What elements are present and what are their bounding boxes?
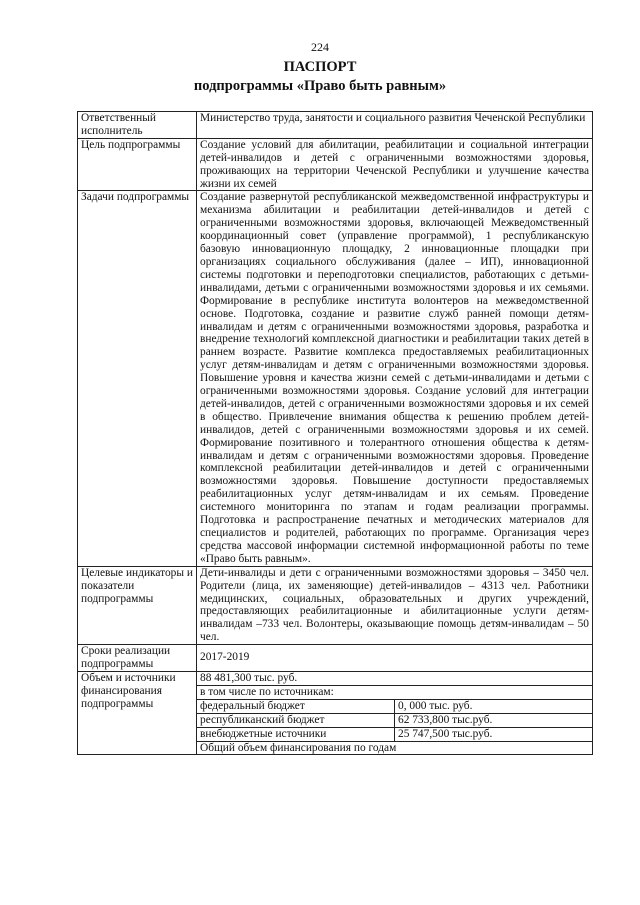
- financing-source-row: [197, 713, 592, 727]
- financing-total: 88 481,300 тыс. руб.: [197, 672, 592, 685]
- indicators-label: Целевые индикаторы и показатели подпрограммы: [78, 566, 197, 644]
- period-value: 2017-2019: [197, 645, 593, 672]
- tasks-label: Задачи подпрограммы: [78, 191, 197, 566]
- executor-label: Ответственный исполнитель: [78, 112, 197, 139]
- document-title: [0, 58, 640, 96]
- passport-table: [77, 111, 593, 755]
- goal-value: Создание условий для абилитации, реабилитации и социальной интеграции детей-инвалидов и детей с ограниченными возможностями здоровья, проживающих на территории Чеченской Республики и улучшение качества жизни их семей: [197, 138, 593, 191]
- financing-table: [197, 672, 592, 754]
- period-label: Сроки реализации подпрограммы: [78, 645, 197, 672]
- source-amount-federal: 0, 000 тыс. руб.: [395, 699, 593, 713]
- page-number: 224: [311, 40, 329, 54]
- tasks-value: Создание развернутой республиканской межведомственной инфраструктуры и механизма абилитации и реабилитации детей-инвалидов и детей с ограниченными возможностями здоровья, включающей Межведомственный координационный совет (управление программой), 1 республиканскую базовую инновационную площадку, 2 инновационные площадки при организациях социального обслуживания (далее – ИП), инновационной системы подготовки и переподготовки специалистов, работающих с детьми-инвалидами, детьми с ограниченными возможностями здоровья и их семьями. Формирование в республике института волонтеров на межведомственной основе. Подготовка, создание и развитие служб ранней помощи детям-инвалидам и детям с ограниченными возможностями здоровья, разработка и внедрение технологий комплексной диагностики и реабилитации таких детей в раннем возрасте. Развитие комплекса предоставляемых реабилитационных услуг детям-инвалидам и детям с ограниченными возможностями здоровья. Повышение уровня и качества жизни семей с детьми-инвалидами и детьми с ограниченными возможностями здоровья. Создание условий для интеграции детей-инвалидов, детей с ограниченными возможностями здоровья и их семей в общество. Привлечение внимания общества к решению проблем детей-инвалидов, детей с ограниченными возможностями здоровья и их семей. Формирование позитивного и толерантного отношения общества к детям-инвалидам и детям с ограниченными возможностями здоровья. Проведение комплексной реабилитации детей-инвалидов и детей с ограниченными возможностями здоровья. Повышение доступности предоставляемых реабилитационных услуг детям-инвалидам и их семьям. Проведение системного мониторинга по этапам и годам реализации программы. Подготовка и распространение печатных и методических материалов для специалистов и родителей, работающих по программе. Организация через средства массовой информации системной информационной работы по теме «Право быть равным».: [197, 191, 593, 566]
- source-name-republic: республиканский бюджет: [197, 713, 395, 727]
- financing-by-source-label: в том числе по источникам:: [197, 685, 592, 699]
- indicators-value: Дети-инвалиды и дети с ограниченными возможностями здоровья – 3450 чел. Родители (лица, их заменяющие) детей-инвалидов – 4313 чел. Работники медицинских, социальных, образовательных и других учреждений, предоставляющих реабилитационные и абилитационные услуги детям-инвалидам –733 чел. Волонтеры, оказывающие помощь детям-инвалидам – 50 чел.: [197, 566, 593, 644]
- financing-source-row: [197, 727, 592, 741]
- row-tasks: [78, 191, 593, 566]
- financing-label: Объем и источники финансирования подпрограммы: [78, 671, 197, 754]
- row-period: [78, 645, 593, 672]
- title-passport: ПАСПОРТ: [283, 59, 357, 75]
- title-subprogram: подпрограммы «Право быть равным»: [193, 78, 447, 94]
- executor-value: Министерство труда, занятости и социального развития Чеченской Республики: [197, 112, 593, 139]
- financing-by-years-label: Общий объем финансирования по годам: [197, 741, 592, 754]
- financing-by-years-row: [197, 741, 592, 754]
- source-amount-republic: 62 733,800 тыс.руб.: [395, 713, 593, 727]
- source-name-federal: федеральный бюджет: [197, 699, 395, 713]
- financing-value: [197, 671, 593, 754]
- financing-source-row: [197, 699, 592, 713]
- goal-label: Цель подпрограммы: [78, 138, 197, 191]
- financing-by-source-row: [197, 685, 592, 699]
- source-amount-extrabudget: 25 747,500 тыс.руб.: [395, 727, 593, 741]
- row-executor: [78, 112, 593, 139]
- row-financing: [78, 671, 593, 754]
- row-indicators: [78, 566, 593, 644]
- source-name-extrabudget: внебюджетные источники: [197, 727, 395, 741]
- financing-total-row: [197, 672, 592, 685]
- row-goal: [78, 138, 593, 191]
